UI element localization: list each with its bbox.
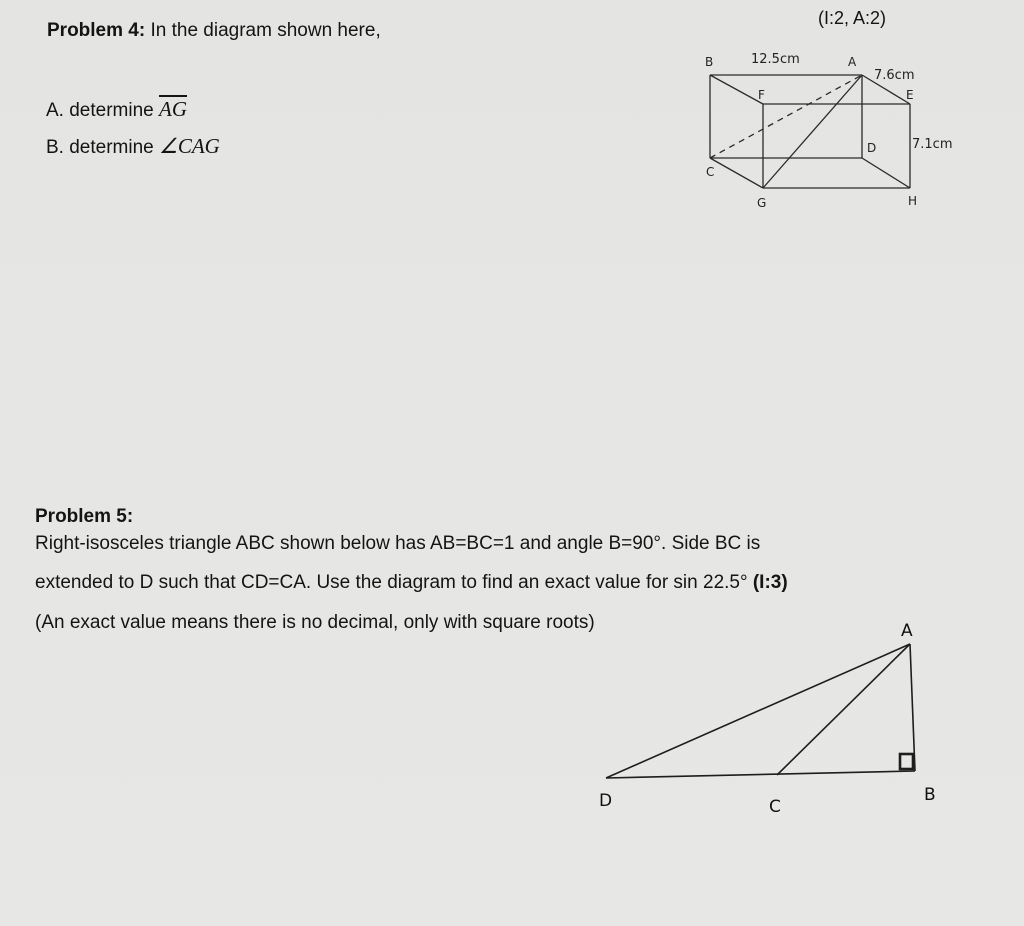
label-D-tri: D [599,791,613,811]
label-B: B [705,55,714,69]
label-E: E [906,88,914,102]
problem4-score: (I:2, A:2) [818,8,887,28]
segment-DB [606,771,915,778]
problem4-title-text: In the diagram shown here, [145,20,381,41]
edge-FB [710,75,763,104]
label-D: D [867,141,877,155]
label-B-tri: B [924,785,936,805]
triangle-labels [599,621,936,817]
part-a-label: A. determine [46,100,159,121]
problem5-line3: (An exact value means there is no decimal, only with square roots) [35,612,595,633]
edge-DH [862,158,910,188]
label-H: H [908,194,918,208]
diagonal-AG [763,75,862,188]
label-F: F [758,88,765,102]
part-b-angle: ∠CAG [159,134,220,158]
problem4-title-bold: Problem 4: [47,20,146,41]
width-label: 7.6cm [874,68,915,83]
label-C-tri: C [769,797,781,817]
label-A-tri: A [901,621,913,641]
edge-GC [710,158,763,188]
right-angle-marker [900,754,913,769]
segment-AB [910,644,915,771]
problem5-line2-text: extended to D such that CD=CA. Use the diagram to find an exact value for sin 22.5° [35,572,753,593]
part-b-label: B. determine [46,137,159,158]
segment-CA [777,644,910,775]
prism-diagram [710,75,910,188]
problem5-score: (I:3) [752,572,788,593]
label-A: A [848,55,857,69]
part-a-segment: $\overline{AG}$ [159,97,187,121]
triangle-diagram [606,644,915,778]
problem5-title: Problem 5: [35,506,134,527]
problem5-line2 [35,572,788,594]
height-label: 7.1cm [912,137,953,152]
length-label: 12.5cm [751,52,800,67]
label-G: G [757,196,767,210]
segment-DA [606,644,910,778]
label-C: C [706,165,715,179]
problem5-line1: Right-isosceles triangle ABC shown below has AB=BC=1 and angle B=90°. Side BC is [35,533,761,554]
prism-labels [705,52,953,210]
